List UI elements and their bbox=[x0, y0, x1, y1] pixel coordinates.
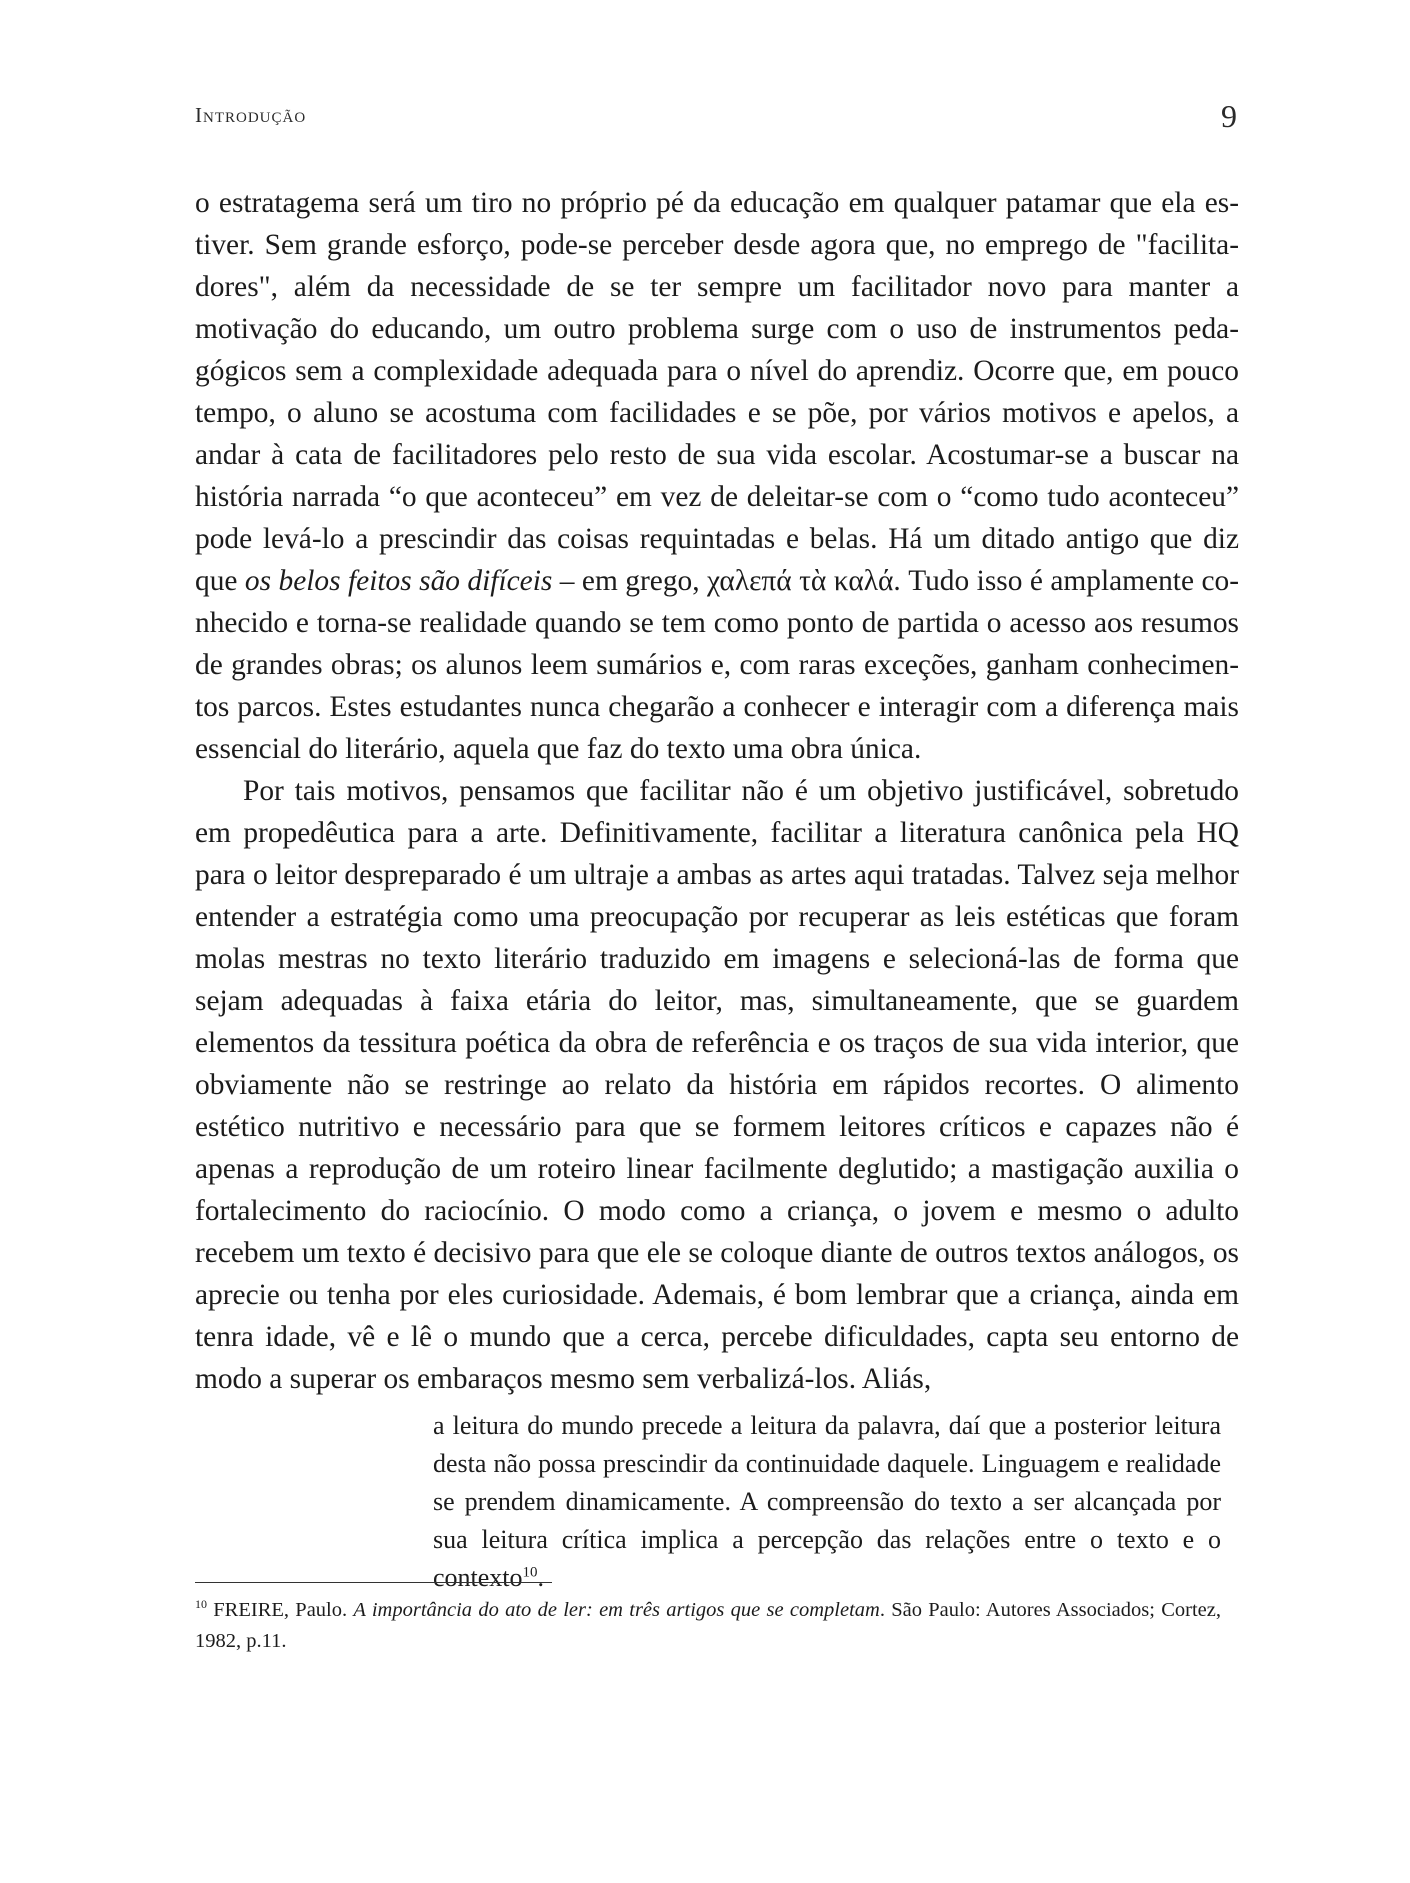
footnote-title: A importância do ato de ler: em três artigos que se completam bbox=[353, 1599, 880, 1621]
footnote-number: 10 bbox=[195, 1597, 207, 1612]
footnote bbox=[195, 1595, 1221, 1657]
footnote-ref: 10 bbox=[522, 1564, 538, 1581]
quote-text: a leitura do mundo precede a leitura da palavra, daí que a posterior leitura desta não possa prescindir da continuidade daquele. Linguagem e realidade se prendem dinamicamente. A compreensão do texto a ser alcançada por sua leitura crítica implica a percepção das relações entre o texto e o contexto bbox=[433, 1411, 1221, 1592]
paragraph-2: Por tais motivos, pensamos que facilitar não é um objetivo justificável, sobretudo em propedêutica para a arte. Definitivamente, facilitar a literatura canônica pela HQ para o leitor despreparado é um ultraje a ambas as artes aqui tratadas. Talvez seja melhor entender a estratégia como uma preocupação por recuperar as leis estéticas que foram molas mestras no texto literário traduzido em imagens e selecioná-las de forma que sejam adequadas à faixa etária do leitor, mas, simultaneamente, que se guardem elementos da tessitura poética da obra de referência e os traços de sua vida interior, que obviamente não se restringe ao relato da história em rápidos recortes. O alimento estético nutritivo e necessário para que se formem leitores críticos e capazes não é apenas a reprodução de um roteiro linear facilmente deglutido; a mastigação auxilia o fortalecimento do raciocínio. O modo como a criança, o jovem e mesmo o adulto recebem um texto é decisivo para que ele se coloque diante de outros textos análogos, os aprecie ou tenha por eles curiosidade. Ademais, é bom lembrar que a criança, ainda em tenra idade, vê e lê o mundo que a cerca, percebe dificuldades, capta seu entorno de modo a superar os embaraços mesmo sem verbalizá-los. Aliás, bbox=[195, 775, 1239, 1395]
block-quote bbox=[433, 1407, 1221, 1597]
quote-end: . bbox=[537, 1563, 545, 1592]
paragraph-1-part-a: o estratagema será um tiro no próprio pé da educação em qualquer patamar que ela estiver. Sem grande esforço, pode-se perceber desde agora que, no emprego de "facilitadores", além da necessidade de se ter sempre um facilitador novo para manter a motivação do educando, um outro problema surge com o uso de instrumentos pedagógicos sem a complexidade adequada para o nível do aprendiz. Ocorre que, em pouco tempo, o aluno se acostuma com facilidades e se põe, por vários motivos e apelos, a andar à cata de facilitadores pelo resto de sua vida escolar. Acostumar-se a buscar na história narrada “o que aconteceu” em vez de deleitar-se com o “como tudo aconteceu” pode levá-lo a prescindir das coisas requintadas e belas. Há um ditado antigo que diz que bbox=[195, 187, 1239, 597]
footnote-author: FREIRE, Paulo. bbox=[213, 1599, 354, 1621]
paragraph-1-part-b: – em grego, χαλεπά τὰ καλά. Tudo isso é amplamente conhecido e torna-se realidade quando se tem como ponto de partida o acesso aos resumos de grandes obras; os alunos leem sumários e, com raras exceções, ganham conhecimentos parcos. Estes estudantes nunca chegarão a conhecer e interagir com a diferença mais essencial do literário, aquela que faz do texto uma obra única. bbox=[195, 565, 1239, 765]
running-head: Introdução bbox=[195, 103, 307, 127]
italic-phrase: os belos feitos são difíceis bbox=[244, 565, 553, 597]
page-number: 9 bbox=[1221, 98, 1237, 134]
footnote-rest: . São Paulo: Autores Associados; Cortez, 1982, p.11. bbox=[195, 1599, 1221, 1652]
body-text bbox=[195, 182, 1239, 1400]
footnote-separator bbox=[195, 1582, 552, 1583]
paragraph-1 bbox=[195, 182, 1239, 770]
